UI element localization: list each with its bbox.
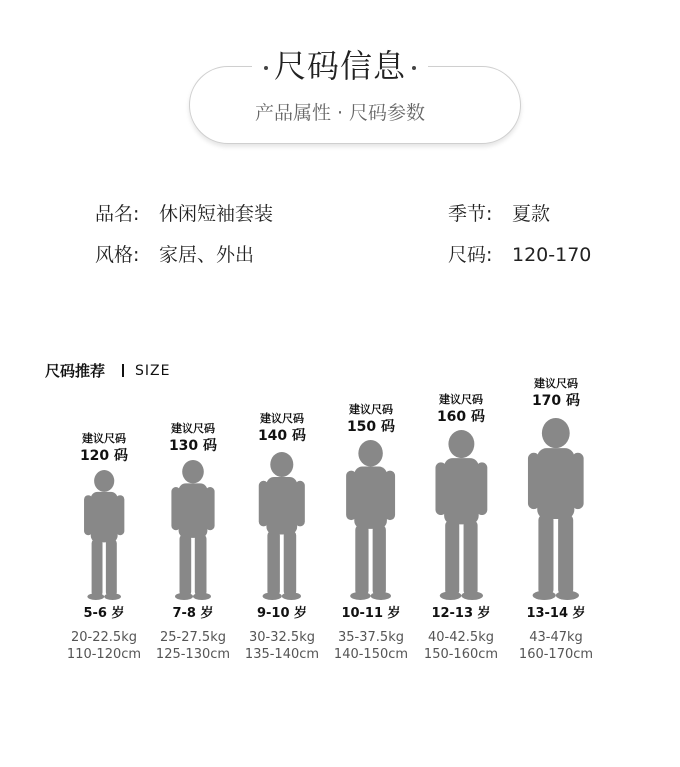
child-silhouette-icon bbox=[253, 452, 311, 600]
child-silhouette-icon bbox=[521, 418, 591, 600]
size-section-title: 尺码推荐 bbox=[45, 362, 106, 380]
info-size-label: 尺码: bbox=[448, 244, 493, 266]
recommend-size: 140 码 bbox=[257, 428, 307, 444]
weight-range: 35-37.5kg bbox=[338, 630, 404, 645]
recommend-size: 120 码 bbox=[79, 448, 129, 464]
age-label: 10-11 岁 bbox=[341, 606, 401, 621]
info-name-row bbox=[95, 199, 273, 226]
age-label: 12-13 岁 bbox=[431, 606, 491, 621]
info-name-label: 品名: bbox=[95, 203, 140, 225]
age-label: 5-6 岁 bbox=[83, 606, 125, 621]
recommend-label: 建议尺码 bbox=[82, 432, 126, 445]
recommend-size: 170 码 bbox=[531, 393, 581, 409]
header-title-container bbox=[252, 44, 428, 88]
info-name-value: 休闲短袖套装 bbox=[159, 203, 274, 225]
info-style-label: 风格: bbox=[95, 244, 140, 266]
info-style-row bbox=[95, 240, 254, 267]
child-silhouette-icon bbox=[429, 430, 494, 600]
title-dot-right bbox=[412, 66, 416, 70]
recommend-size: 160 码 bbox=[436, 409, 486, 425]
recommend-size: 150 码 bbox=[346, 419, 396, 435]
weight-range: 25-27.5kg bbox=[160, 630, 226, 645]
recommend-size: 130 码 bbox=[168, 438, 218, 454]
info-size-value: 120-170 bbox=[512, 244, 592, 266]
height-range: 125-130cm bbox=[155, 647, 231, 662]
recommend-label: 建议尺码 bbox=[171, 422, 215, 435]
age-label: 13-14 岁 bbox=[526, 606, 586, 621]
page-subtitle: 产品属性 · 尺码参数 bbox=[254, 102, 426, 124]
child-silhouette-icon bbox=[340, 440, 401, 600]
recommend-label: 建议尺码 bbox=[260, 412, 304, 425]
age-label: 9-10 岁 bbox=[256, 606, 308, 621]
height-range: 140-150cm bbox=[333, 647, 409, 662]
header-title-wrap bbox=[0, 44, 680, 88]
child-silhouette-icon bbox=[79, 470, 129, 600]
height-range: 135-140cm bbox=[244, 647, 320, 662]
height-range: 110-120cm bbox=[66, 647, 142, 662]
page-title: 尺码信息 bbox=[273, 47, 406, 85]
info-size-row bbox=[448, 240, 591, 267]
height-range: 160-170cm bbox=[518, 647, 594, 662]
recommend-label: 建议尺码 bbox=[439, 393, 483, 406]
weight-range: 40-42.5kg bbox=[428, 630, 494, 645]
child-silhouette-icon bbox=[166, 460, 220, 600]
recommend-label: 建议尺码 bbox=[534, 377, 578, 390]
age-label: 7-8 岁 bbox=[172, 606, 214, 621]
weight-range: 30-32.5kg bbox=[249, 630, 315, 645]
info-season-row bbox=[448, 199, 550, 226]
weight-range: 43-47kg bbox=[529, 630, 583, 645]
size-section-title-en: SIZE bbox=[135, 363, 171, 379]
weight-range: 20-22.5kg bbox=[71, 630, 137, 645]
recommend-label: 建议尺码 bbox=[349, 403, 393, 416]
height-range: 150-160cm bbox=[423, 647, 499, 662]
size-section-divider bbox=[122, 364, 124, 377]
info-season-value: 夏款 bbox=[512, 203, 551, 225]
info-style-value: 家居、外出 bbox=[159, 244, 255, 266]
info-season-label: 季节: bbox=[448, 203, 493, 225]
title-dot-left bbox=[264, 66, 268, 70]
